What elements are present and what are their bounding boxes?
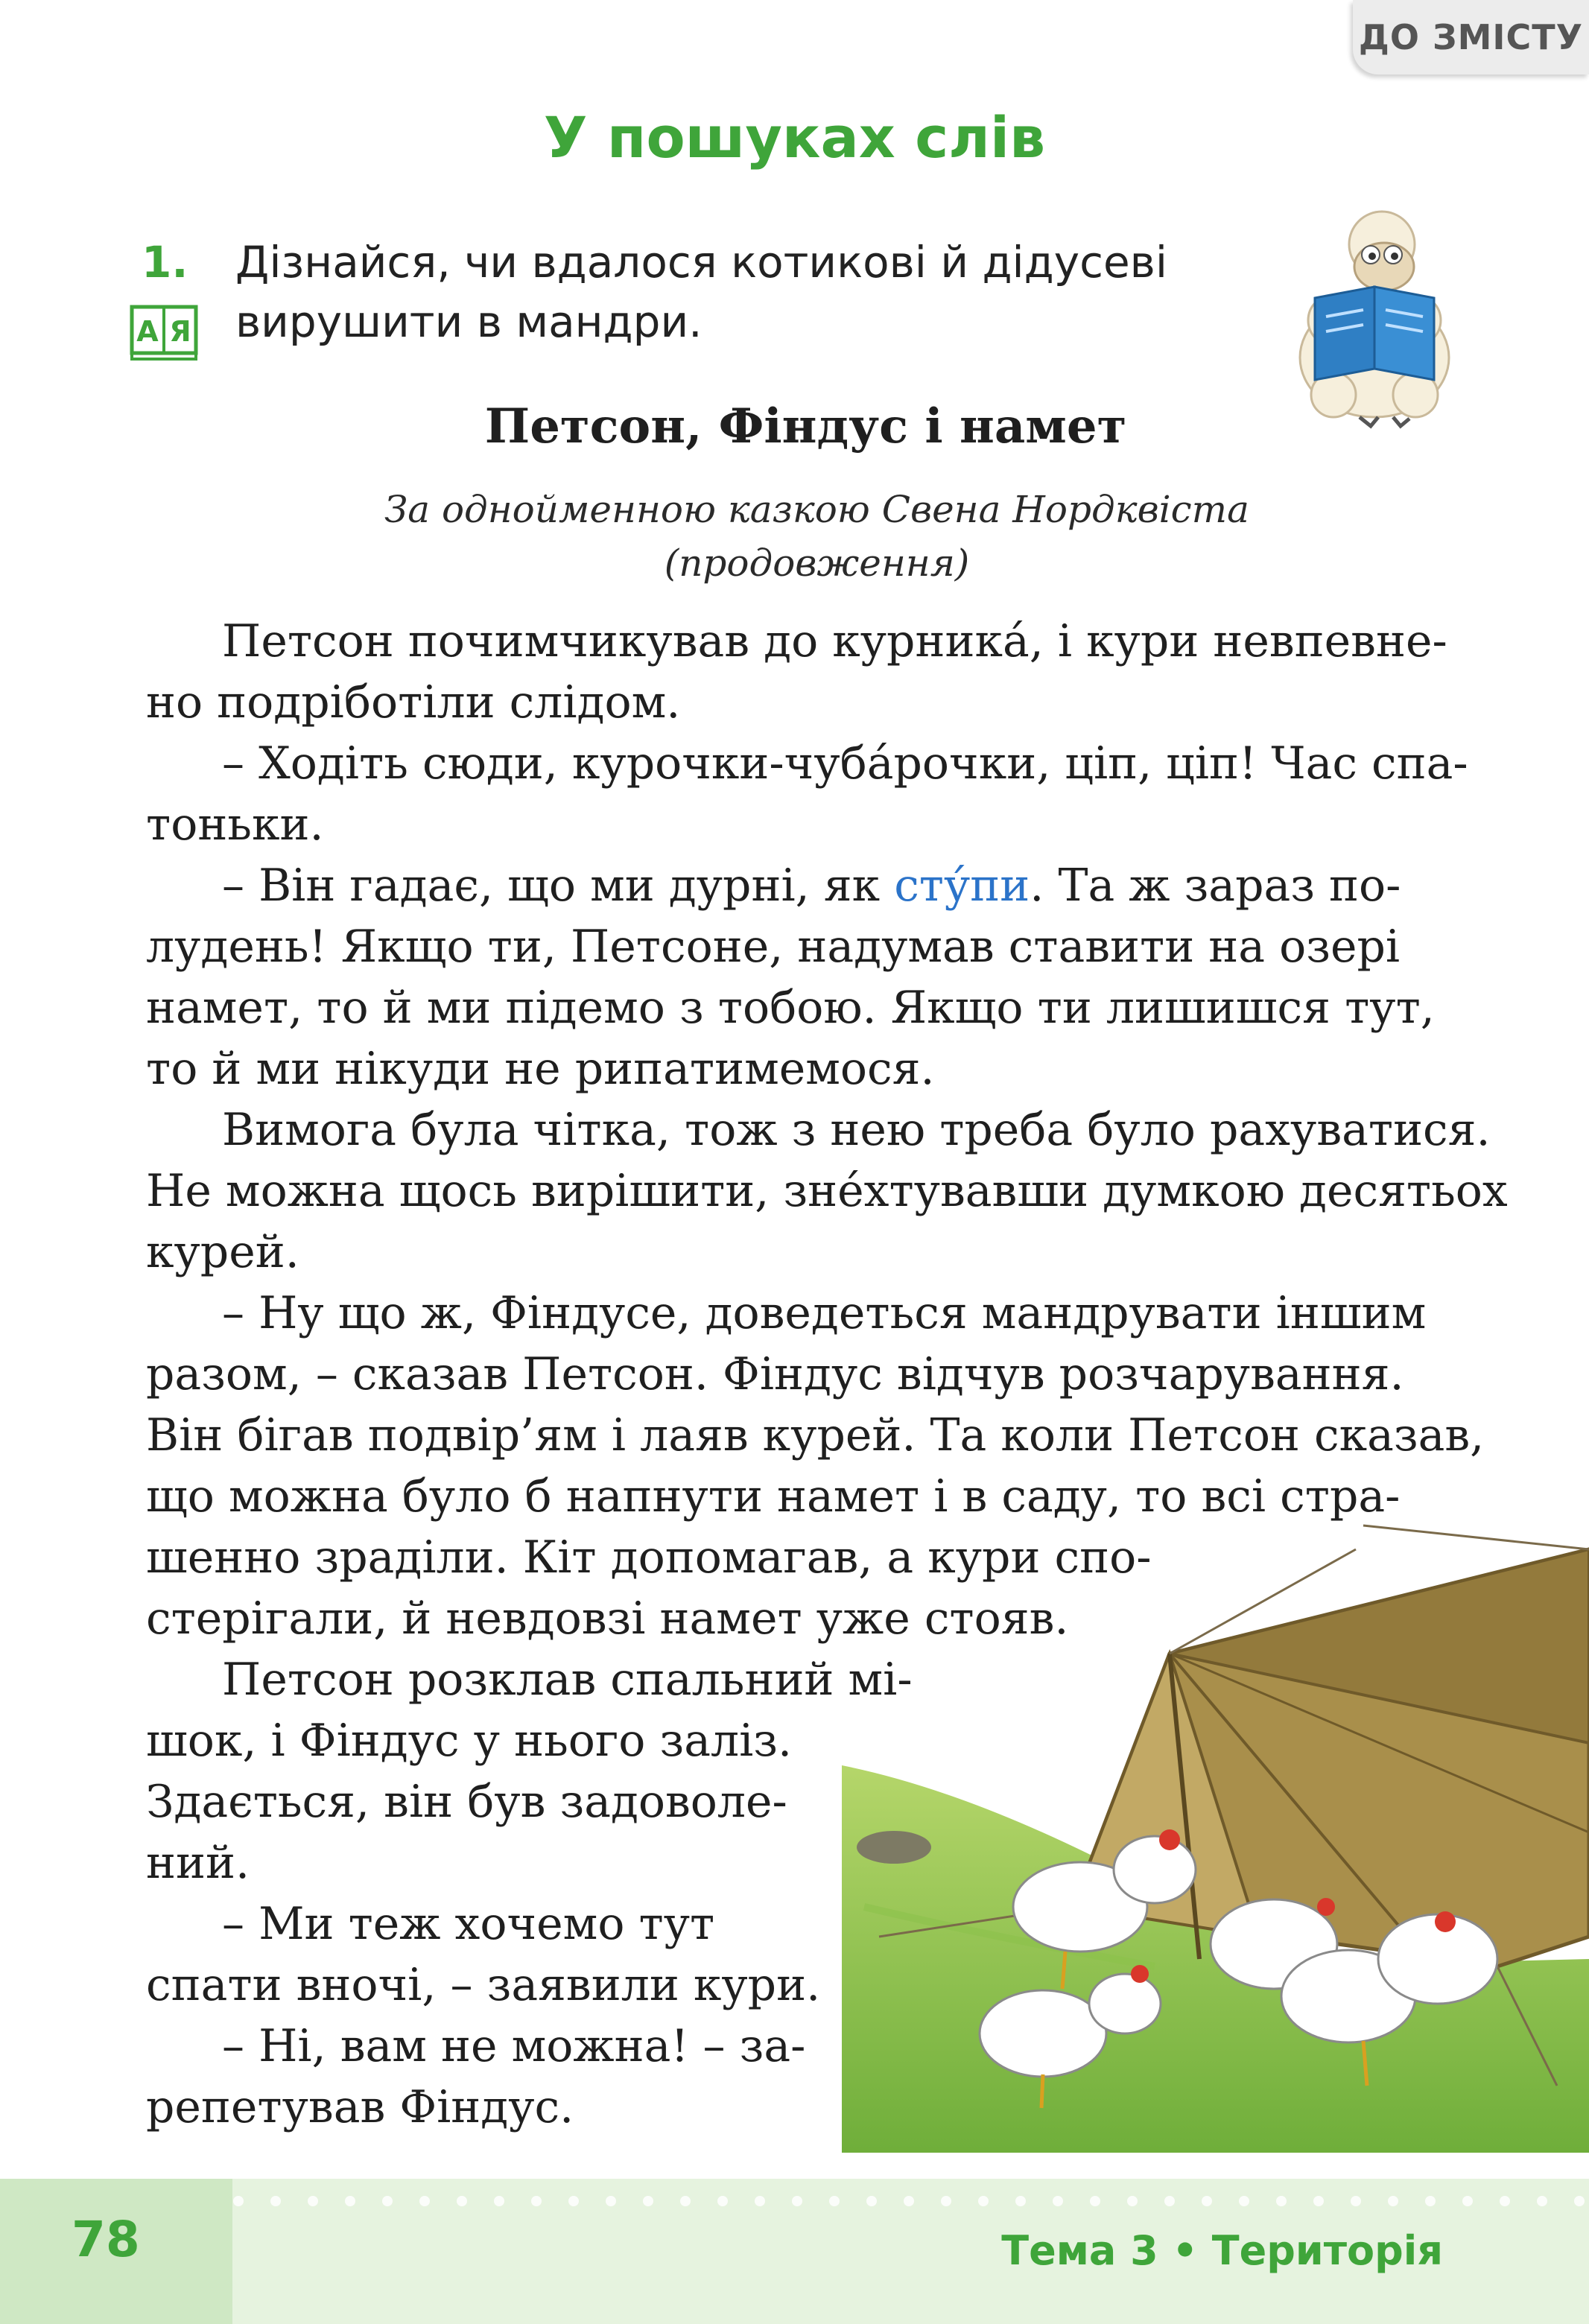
story-line: но подріботіли слідом. [146, 676, 681, 728]
story-line: ний. [146, 1837, 250, 1889]
section-title: У пошуках слів [543, 104, 1046, 171]
story-title: Петсон, Фіндус і намет [484, 399, 1127, 454]
theme-label: Тема 3 • Територія [1001, 2227, 1443, 2274]
story-line: Вимога була чітка, тож з нею треба було рахуватися. [222, 1104, 1491, 1156]
story-line: намет, то й ми підемо з тобою. Якщо ти лишишся тут, [146, 982, 1435, 1034]
story-line: курей. [146, 1226, 299, 1278]
story-line: – Ні, вам не можна! – за- [222, 2020, 806, 2072]
story-line [146, 855, 1454, 916]
tent-chickens-illustration [842, 1520, 1589, 2153]
story-line: – Ну що ж, Фіндусе, доведеться мандрувати іншим [222, 1287, 1427, 1339]
task-line: Дізнайся, чи вдалося котикові й дідусеві [235, 237, 1167, 288]
task-line: вирушити в мандри. [235, 296, 702, 347]
dictionary-book-icon [130, 304, 198, 362]
ornament-border [0, 2186, 1589, 2216]
story-line: спати вночі, – заявили кури. [146, 1959, 821, 2011]
story-line: Він бігав подвір’ям і лаяв курей. Та коли Петсон сказав, [146, 1409, 1485, 1461]
story-line: стерігали, й невдовзі намет уже стояв. [146, 1593, 1069, 1645]
toc-link[interactable]: ДО ЗМІСТУ [1353, 0, 1589, 74]
task-number: 1. [142, 237, 188, 288]
story-line: разом, – сказав Петсон. Фіндус відчув розчарування. [146, 1348, 1404, 1400]
story-line-part: . Та ж зараз по- [1030, 860, 1401, 912]
svg-text:Я: Я [169, 315, 191, 348]
story-line: лудень! Якщо ти, Петсоне, надумав ставити на озері [146, 921, 1401, 973]
story-line: – Ходіть сюди, курочки-чуба́рочки, ціп, ціп! Час спа- [222, 737, 1468, 790]
page-number: 78 [72, 2211, 140, 2268]
story-line: – Ми теж хочемо тут [222, 1898, 715, 1950]
story-line: Не можна щось вирішити, зне́хтувавши думкою десятьох [146, 1165, 1508, 1217]
story-line: що можна було б напнути намет і в саду, то всі стра- [146, 1470, 1401, 1523]
story-line-part: – Він гадає, що ми дурні, як [222, 860, 895, 912]
svg-text:А: А [136, 315, 159, 348]
glossary-word-link[interactable]: сту́пи [894, 860, 1030, 912]
story-line: Петсон почимчикував до курника́, і кури невпевне- [222, 615, 1447, 667]
story-line: Здається, він був задоволе- [146, 1776, 787, 1828]
task-text [235, 232, 1278, 352]
story-line: Петсон розклав спальний мі- [222, 1654, 913, 1706]
story-line: то й ми нікуди не рипатимемося. [146, 1043, 935, 1095]
story-line: репетував Фіндус. [146, 2081, 574, 2133]
story-source-line: (продовження) [664, 542, 970, 585]
story-line: шенно зраділи. Кіт допомагав, а кури спо- [146, 1531, 1152, 1584]
story-source-line: За однойменною казкою Свена Нордквіста [384, 488, 1249, 531]
story-line: тоньки. [146, 799, 324, 851]
story-line: шок, і Фіндус у нього заліз. [146, 1715, 793, 1767]
story-source [0, 483, 1589, 590]
